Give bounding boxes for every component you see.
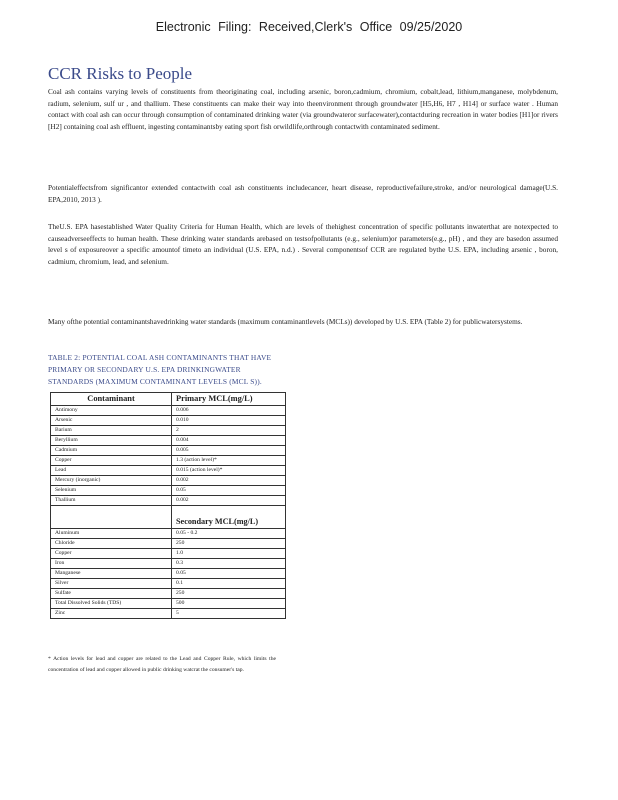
mcl-value-cell: 0.002 (172, 476, 286, 486)
contaminant-name-cell: Barium (51, 426, 172, 436)
table-row (51, 446, 286, 456)
table-row (51, 436, 286, 446)
contaminant-name-cell: Copper (51, 456, 172, 466)
primary-mcl-column-header: Primary MCL(mg/L) (172, 393, 286, 406)
mcl-value-cell: 2 (172, 426, 286, 436)
table-row (51, 466, 286, 476)
mcl-value-cell: 0.05 (172, 569, 286, 579)
secondary-rows (51, 506, 286, 619)
secondary-mcl-column-header: Secondary MCL(mg/L) (172, 506, 286, 529)
secondary-header-blank-cell (51, 506, 172, 529)
table-row (51, 486, 286, 496)
contaminant-name-cell: Beryllium (51, 436, 172, 446)
contaminant-name-cell: Manganese (51, 569, 172, 579)
contaminant-name-cell: Total Dissolved Solids (TDS) (51, 599, 172, 609)
table-footnote: * Action levels for lead and copper are related to the Lead and Copper Rule, which limits the concentration of lead and copper allowed in public drinking watcrat the consumer's tap. (48, 656, 276, 674)
contaminant-name-cell: Aluminum (51, 529, 172, 539)
table-row (51, 579, 286, 589)
table-caption: TABLE 2: POTENTIAL COAL ASH CONTAMINANTS THAT HAVE PRIMARY OR SECONDARY U.S. EPA DRINKINGWATER STANDARDS (MAXIMUM CONTAMINANT LEVELS (MCL S)). (48, 353, 272, 386)
table-row (51, 589, 286, 599)
contaminant-name-cell: Arsenic (51, 416, 172, 426)
contaminant-column-header: Contaminant (51, 393, 172, 406)
contaminant-name-cell: Copper (51, 549, 172, 559)
filing-stamp-header: Electronic Filing: Received,Clerk's Office 09/25/2020 (155, 20, 463, 34)
contaminant-name-cell: Thallium (51, 496, 172, 506)
secondary-header-row (51, 506, 286, 529)
table-row (51, 549, 286, 559)
table-row (51, 539, 286, 549)
contaminant-name-cell: Mercury (inorganic) (51, 476, 172, 486)
contaminant-name-cell: Silver (51, 579, 172, 589)
table-row (51, 426, 286, 436)
table-row (51, 609, 286, 619)
contaminant-name-cell: Cadmium (51, 446, 172, 456)
contaminant-name-cell: Iron (51, 559, 172, 569)
table-row (51, 529, 286, 539)
mcl-value-cell: 0.006 (172, 406, 286, 416)
mcl-value-cell: 0.05 (172, 486, 286, 496)
primary-rows (51, 406, 286, 506)
table-header-row (51, 393, 286, 406)
body-paragraph: Potentialeffectsfrom significantor extended contactwith coal ash constituents includecancer, heart disease, reproductivefailure,stroke, and/or neurological damage(U.S. EPA,2010, 2013 ). (48, 183, 558, 204)
table-row (51, 496, 286, 506)
mcl-value-cell: 0.1 (172, 579, 286, 589)
table-row (51, 476, 286, 486)
mcl-value-cell: 0.010 (172, 416, 286, 426)
contaminant-name-cell: Selenium (51, 486, 172, 496)
mcl-value-cell: 500 (172, 599, 286, 609)
mcl-value-cell: 0.015 (action level)* (172, 466, 286, 476)
contaminant-name-cell: Lead (51, 466, 172, 476)
contaminant-name-cell: Zinc (51, 609, 172, 619)
contaminant-name-cell: Sulfate (51, 589, 172, 599)
section-title: CCR Risks to People (48, 64, 193, 83)
mcl-value-cell: 250 (172, 589, 286, 599)
body-paragraph: Many ofthe potential contaminantshavedrinking water standards (maximum contaminantlevels (MCLs)) developed by U.S. EPA (Table 2) for publicwatersystems. (48, 317, 523, 326)
body-paragraph: Coal ash contains varying levels of constituents from theoriginating coal, including arsenic, boron,cadmium, chromium, cobalt,lead, lithium,manganese, molybdenum, radium, selenium, sulf ur , and thallium. These constituents can make their way into theenvironment through groundwater [H5,H6, H7 , H14] or surface water . Human contact with coal ash can occur through consumption of contaminated drinking water (via groundwateror surfacewater),contactduring recreation in water bodies [H1]or rivers [H2] containing coal ash effluent, ingesting contaminantsby eating sport fish orwildlife,orthrough contactwith contaminated sediment. (48, 87, 558, 131)
mcl-value-cell: 0.005 (172, 446, 286, 456)
mcl-value-cell: 0.3 (172, 559, 286, 569)
mcl-value-cell: 0.002 (172, 496, 286, 506)
table-row (51, 406, 286, 416)
contaminant-name-cell: Chloride (51, 539, 172, 549)
table-row (51, 416, 286, 426)
table-row (51, 456, 286, 466)
table-row (51, 599, 286, 609)
mcl-value-cell: 5 (172, 609, 286, 619)
body-paragraph: TheU.S. EPA hasestablished Water Quality Criteria for Human Health, which are levels of thehighest concentration of specific pollutants inwaterthat are notexpected to causeadverseeffects to human health. These drinking water standards arebased on testsofpollutants (e.g., selenium)or parameters(e.g., pH) , and they are basedon assumed level s of exposureover a specific amountof timeto an individual (U.S. EPA, n.d.) . Several componentsof CCR are regulated bythe U.S. EPA, including arsenic , boron, cadmium, chromium, lead, and selenium. (48, 222, 558, 266)
contaminant-name-cell: Antimony (51, 406, 172, 416)
mcl-value-cell: 250 (172, 539, 286, 549)
contaminant-mcl-table (50, 392, 286, 619)
table-row (51, 569, 286, 579)
mcl-value-cell: 1.3 (action level)* (172, 456, 286, 466)
mcl-value-cell: 1.0 (172, 549, 286, 559)
mcl-value-cell: 0.05 - 0.2 (172, 529, 286, 539)
table-row (51, 559, 286, 569)
mcl-value-cell: 0.004 (172, 436, 286, 446)
